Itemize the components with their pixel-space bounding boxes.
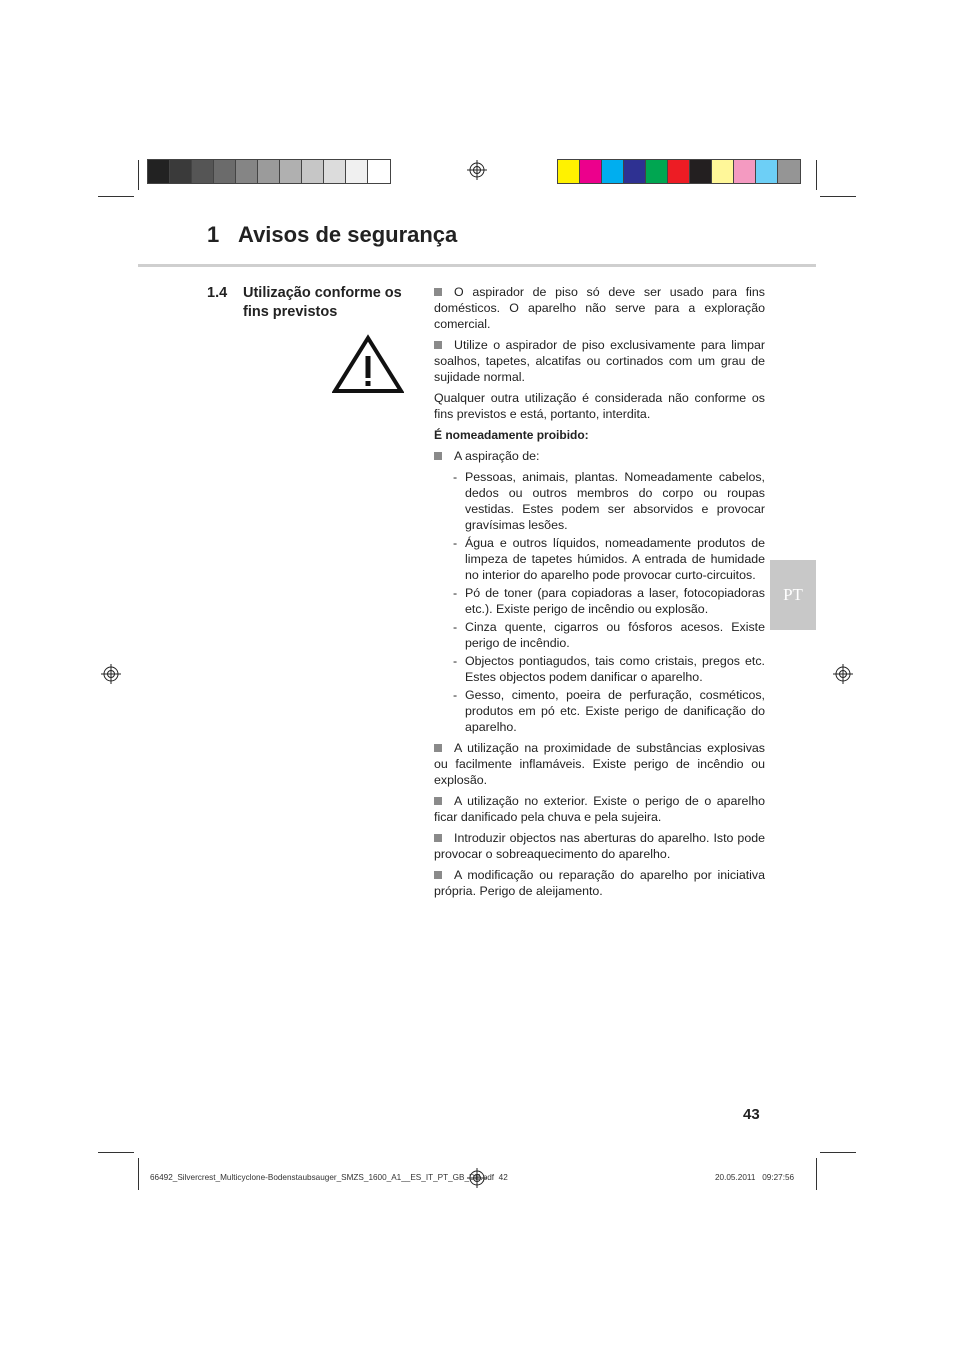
color-swatch xyxy=(236,160,258,183)
paragraph-other-use: Qualquer outra utilização é considerada não conforme os fins previstos e está, portanto, interdita. xyxy=(434,391,765,421)
color-swatch xyxy=(558,160,580,183)
footer-time: 09:27:56 xyxy=(762,1173,795,1182)
color-swatch xyxy=(214,160,236,183)
crop-mark xyxy=(98,1152,134,1153)
color-swatch xyxy=(646,160,668,183)
sub-item: - Água e outros líquidos, nomeadamente produtos de limpeza de tapetes húmidos. A entrada de humidade no interior do aparelho pode provocar curto-circuitos. xyxy=(453,536,765,582)
color-swatch xyxy=(756,160,778,183)
sub-item-text: Cinza quente, cigarros ou fósforos acesos. Existe perigo de incêndio. xyxy=(465,620,765,650)
color-swatch xyxy=(690,160,712,183)
sub-item-text: Pessoas, animais, plantas. Nomeadamente cabelos, dedos ou outros membros do corpo ou roupas vestidas. Estes podem ser absorvidos e provocar gravísimas lesões. xyxy=(465,470,765,532)
sub-item: - Pessoas, animais, plantas. Nomeadamente cabelos, dedos ou outros membros do corpo ou roupas vestidas. Estes podem ser absorvidos e provocar gravísimas lesões. xyxy=(453,470,765,532)
sub-item: - Cinza quente, cigarros ou fósforos acesos. Existe perigo de incêndio. xyxy=(453,620,765,650)
registration-mark-icon xyxy=(101,664,121,684)
language-tab: PT xyxy=(770,560,816,630)
color-swatch xyxy=(170,160,192,183)
sub-item: - Pó de toner (para copiadoras a laser, fotocopiadoras etc.). Existe perigo de incêndio ou explosão. xyxy=(453,586,765,616)
grayscale-color-bar xyxy=(147,159,391,184)
color-swatch xyxy=(192,160,214,183)
heading-rule xyxy=(138,264,816,267)
color-swatch xyxy=(580,160,602,183)
sub-item: - Gesso, cimento, poeira de perfuração, cosméticos, produtos em pó etc. Existe perigo de danificação do aparelho. xyxy=(453,688,765,734)
page-number: 43 xyxy=(743,1106,760,1123)
bullet-cleaning-surfaces: Utilize o aspirador de piso exclusivamente para limpar soalhos, tapetes, alcatifas ou cortinados com um grau de sujidade normal. xyxy=(434,338,765,384)
color-swatch xyxy=(302,160,324,183)
chapter-number: 1 xyxy=(207,222,220,247)
section-number: 1.4 xyxy=(207,285,228,301)
color-swatch xyxy=(346,160,368,183)
color-swatch xyxy=(324,160,346,183)
sub-item-text: Objectos pontiagudos, tais como cristais, pregos etc. Estes objectos podem danificar o aparelho. xyxy=(465,654,765,684)
warning-icon xyxy=(332,334,404,394)
section-title: Utilização conforme os fins previstos xyxy=(243,285,402,320)
chapter-title: Avisos de segurança xyxy=(238,222,458,247)
color-swatch xyxy=(602,160,624,183)
registration-mark-icon xyxy=(467,160,487,180)
sub-item: - Objectos pontiagudos, tais como cristais, pregos etc. Estes objectos podem danificar o aparelho. xyxy=(453,654,765,684)
bullet-suction-of: A aspiração de: xyxy=(434,448,765,464)
crop-mark xyxy=(816,1158,817,1190)
crop-mark xyxy=(820,1152,856,1153)
body-text-column xyxy=(434,284,765,904)
process-color-bar xyxy=(557,159,801,184)
color-swatch xyxy=(624,160,646,183)
footer-filename xyxy=(150,1173,508,1182)
bullet-explosive-substances: A utilização na proximidade de substâncias explosivas ou facilmente inflamáveis. Existe perigo de incêndio ou explosão. xyxy=(434,741,765,787)
color-swatch xyxy=(280,160,302,183)
sub-item-text: Pó de toner (para copiadoras a laser, fotocopiadoras etc.). Existe perigo de incêndio ou explosão. xyxy=(465,586,765,616)
crop-mark xyxy=(138,1158,139,1190)
bullet-objects-openings: Introduzir objectos nas aberturas do aparelho. Isto pode provocar o sobreaquecimento do aparelho. xyxy=(434,831,765,861)
footer-sheet: 42 xyxy=(498,1173,508,1182)
color-swatch xyxy=(778,160,800,183)
bullet-outdoor-use: A utilização no exterior. Existe o perigo de o aparelho ficar danificado pela chuva e pela sujeira. xyxy=(434,794,765,824)
crop-mark xyxy=(820,196,856,197)
color-swatch xyxy=(734,160,756,183)
sub-item-text: Água e outros líquidos, nomeadamente produtos de limpeza de tapetes húmidos. A entrada de humidade no interior do aparelho pode provocar curto-circuitos. xyxy=(465,536,765,582)
crop-mark xyxy=(138,160,139,190)
prohibited-heading: É nomeadamente proibido: xyxy=(434,428,589,442)
color-swatch xyxy=(368,160,390,183)
footer-file: 66492_Silvercrest_Multicyclone-Bodenstaubsauger_SMZS_1600_A1__ES_IT_PT_GB_DE.pdf xyxy=(150,1173,495,1182)
color-swatch xyxy=(258,160,280,183)
footer-timestamp xyxy=(715,1173,794,1182)
color-swatch xyxy=(148,160,170,183)
crop-mark xyxy=(816,160,817,190)
crop-mark xyxy=(98,196,134,197)
color-swatch xyxy=(712,160,734,183)
color-swatch xyxy=(668,160,690,183)
sub-item-text: Gesso, cimento, poeira de perfuração, cosméticos, produtos em pó etc. Existe perigo de danificação do aparelho. xyxy=(465,688,765,734)
registration-mark-icon xyxy=(833,664,853,684)
chapter-heading xyxy=(207,222,457,248)
bullet-domestic-use: O aspirador de piso só deve ser usado para fins domésticos. O aparelho não serve para a exploração comercial. xyxy=(434,285,765,331)
footer-date: 20.05.2011 xyxy=(715,1173,756,1182)
bullet-modification: A modificação ou reparação do aparelho por iniciativa própria. Perigo de aleijamento. xyxy=(434,868,765,898)
